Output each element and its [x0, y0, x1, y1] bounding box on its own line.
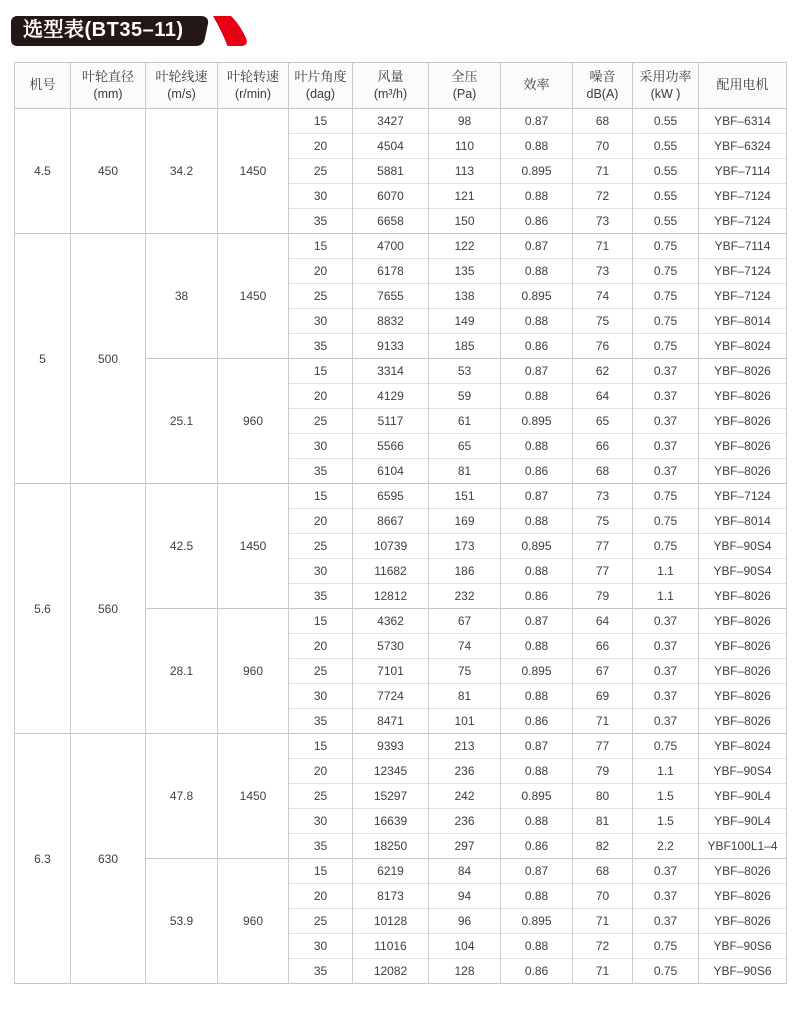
noise-cell: 79 [573, 584, 633, 609]
blade-angle-cell: 20 [289, 509, 353, 534]
total-pressure-cell: 59 [429, 384, 501, 409]
power-cell: 0.55 [633, 109, 699, 134]
noise-cell: 71 [573, 909, 633, 934]
air-volume-cell: 7724 [353, 684, 429, 709]
power-cell: 1.1 [633, 559, 699, 584]
efficiency-cell: 0.87 [501, 734, 573, 759]
efficiency-cell: 0.88 [501, 559, 573, 584]
air-volume-cell: 8832 [353, 309, 429, 334]
power-cell: 0.37 [633, 709, 699, 734]
noise-cell: 82 [573, 834, 633, 859]
air-volume-cell: 5881 [353, 159, 429, 184]
power-cell: 0.75 [633, 234, 699, 259]
col-header-9: 采用功率 (kW ) [633, 63, 699, 109]
noise-cell: 71 [573, 234, 633, 259]
motor-cell: YBF–8026 [699, 859, 787, 884]
air-volume-cell: 5117 [353, 409, 429, 434]
tip-speed-cell: 38 [146, 234, 218, 359]
blade-angle-cell: 25 [289, 909, 353, 934]
motor-cell: YBF–7114 [699, 234, 787, 259]
noise-cell: 68 [573, 859, 633, 884]
motor-cell: YBF–8026 [699, 384, 787, 409]
power-cell: 0.55 [633, 134, 699, 159]
air-volume-cell: 6595 [353, 484, 429, 509]
total-pressure-cell: 135 [429, 259, 501, 284]
total-pressure-cell: 53 [429, 359, 501, 384]
noise-cell: 71 [573, 959, 633, 984]
efficiency-cell: 0.88 [501, 759, 573, 784]
blade-angle-cell: 15 [289, 109, 353, 134]
efficiency-cell: 0.86 [501, 709, 573, 734]
motor-cell: YBF–8026 [699, 584, 787, 609]
impeller-diameter-cell: 500 [71, 234, 146, 484]
air-volume-cell: 7101 [353, 659, 429, 684]
efficiency-cell: 0.895 [501, 534, 573, 559]
air-volume-cell: 18250 [353, 834, 429, 859]
rpm-cell: 960 [218, 359, 289, 484]
efficiency-cell: 0.895 [501, 284, 573, 309]
total-pressure-cell: 65 [429, 434, 501, 459]
blade-angle-cell: 20 [289, 259, 353, 284]
total-pressure-cell: 186 [429, 559, 501, 584]
motor-cell: YBF–8026 [699, 709, 787, 734]
header-row [15, 63, 787, 109]
total-pressure-cell: 74 [429, 634, 501, 659]
efficiency-cell: 0.88 [501, 384, 573, 409]
power-cell: 0.55 [633, 159, 699, 184]
machine-no-cell: 5 [15, 234, 71, 484]
blade-angle-cell: 35 [289, 959, 353, 984]
efficiency-cell: 0.88 [501, 934, 573, 959]
noise-cell: 73 [573, 259, 633, 284]
motor-cell: YBF–90S6 [699, 959, 787, 984]
air-volume-cell: 8667 [353, 509, 429, 534]
motor-cell: YBF–8026 [699, 659, 787, 684]
total-pressure-cell: 232 [429, 584, 501, 609]
total-pressure-cell: 81 [429, 459, 501, 484]
tip-speed-cell: 42.5 [146, 484, 218, 609]
blade-angle-cell: 35 [289, 334, 353, 359]
blade-angle-cell: 25 [289, 284, 353, 309]
motor-cell: YBF–6314 [699, 109, 787, 134]
efficiency-cell: 0.88 [501, 884, 573, 909]
efficiency-cell: 0.87 [501, 359, 573, 384]
blade-angle-cell: 15 [289, 734, 353, 759]
motor-cell: YBF–8026 [699, 684, 787, 709]
rpm-cell: 1450 [218, 734, 289, 859]
efficiency-cell: 0.88 [501, 309, 573, 334]
power-cell: 0.75 [633, 334, 699, 359]
efficiency-cell: 0.88 [501, 434, 573, 459]
noise-cell: 71 [573, 159, 633, 184]
blade-angle-cell: 25 [289, 659, 353, 684]
tip-speed-cell: 28.1 [146, 609, 218, 734]
efficiency-cell: 0.88 [501, 134, 573, 159]
air-volume-cell: 6219 [353, 859, 429, 884]
red-swoosh-icon [213, 16, 247, 46]
power-cell: 0.75 [633, 309, 699, 334]
tip-speed-cell: 25.1 [146, 359, 218, 484]
total-pressure-cell: 242 [429, 784, 501, 809]
air-volume-cell: 12082 [353, 959, 429, 984]
air-volume-cell: 6178 [353, 259, 429, 284]
noise-cell: 70 [573, 884, 633, 909]
motor-cell: YBF–8026 [699, 909, 787, 934]
air-volume-cell: 3314 [353, 359, 429, 384]
title-banner [10, 15, 260, 47]
col-header-4: 叶片角度 (dag) [289, 63, 353, 109]
air-volume-cell: 4504 [353, 134, 429, 159]
blade-angle-cell: 35 [289, 459, 353, 484]
air-volume-cell: 11016 [353, 934, 429, 959]
noise-cell: 79 [573, 759, 633, 784]
efficiency-cell: 0.86 [501, 834, 573, 859]
blade-angle-cell: 20 [289, 759, 353, 784]
noise-cell: 75 [573, 309, 633, 334]
power-cell: 0.37 [633, 434, 699, 459]
noise-cell: 68 [573, 109, 633, 134]
motor-cell: YBF–7124 [699, 209, 787, 234]
efficiency-cell: 0.87 [501, 234, 573, 259]
air-volume-cell: 4129 [353, 384, 429, 409]
blade-angle-cell: 25 [289, 159, 353, 184]
blade-angle-cell: 35 [289, 584, 353, 609]
rpm-cell: 960 [218, 859, 289, 984]
power-cell: 0.37 [633, 634, 699, 659]
motor-cell: YBF–8026 [699, 884, 787, 909]
noise-cell: 81 [573, 809, 633, 834]
total-pressure-cell: 113 [429, 159, 501, 184]
col-header-1: 叶轮直径 (mm) [71, 63, 146, 109]
power-cell: 0.37 [633, 659, 699, 684]
noise-cell: 72 [573, 184, 633, 209]
motor-cell: YBF–7124 [699, 284, 787, 309]
motor-cell: YBF100L1–4 [699, 834, 787, 859]
efficiency-cell: 0.88 [501, 634, 573, 659]
efficiency-cell: 0.88 [501, 259, 573, 284]
motor-cell: YBF–7124 [699, 484, 787, 509]
blade-angle-cell: 25 [289, 534, 353, 559]
motor-cell: YBF–8024 [699, 334, 787, 359]
blade-angle-cell: 15 [289, 484, 353, 509]
motor-cell: YBF–8026 [699, 409, 787, 434]
motor-cell: YBF–6324 [699, 134, 787, 159]
blade-angle-cell: 25 [289, 409, 353, 434]
motor-cell: YBF–8026 [699, 609, 787, 634]
total-pressure-cell: 101 [429, 709, 501, 734]
blade-angle-cell: 30 [289, 684, 353, 709]
efficiency-cell: 0.895 [501, 159, 573, 184]
motor-cell: YBF–90S4 [699, 534, 787, 559]
total-pressure-cell: 96 [429, 909, 501, 934]
power-cell: 0.37 [633, 359, 699, 384]
tip-speed-cell: 53.9 [146, 859, 218, 984]
power-cell: 0.75 [633, 534, 699, 559]
table-row [15, 734, 787, 759]
motor-cell: YBF–90L4 [699, 809, 787, 834]
power-cell: 2.2 [633, 834, 699, 859]
efficiency-cell: 0.86 [501, 459, 573, 484]
motor-cell: YBF–8024 [699, 734, 787, 759]
motor-cell: YBF–90L4 [699, 784, 787, 809]
blade-angle-cell: 15 [289, 234, 353, 259]
selection-table [14, 62, 787, 984]
col-header-2: 叶轮线速 (m/s) [146, 63, 218, 109]
selection-table-container [14, 62, 786, 984]
motor-cell: YBF–90S4 [699, 759, 787, 784]
power-cell: 0.55 [633, 184, 699, 209]
table-row [15, 234, 787, 259]
noise-cell: 77 [573, 559, 633, 584]
power-cell: 0.37 [633, 684, 699, 709]
motor-cell: YBF–8026 [699, 434, 787, 459]
total-pressure-cell: 81 [429, 684, 501, 709]
air-volume-cell: 3427 [353, 109, 429, 134]
blade-angle-cell: 20 [289, 634, 353, 659]
blade-angle-cell: 35 [289, 834, 353, 859]
efficiency-cell: 0.895 [501, 784, 573, 809]
power-cell: 0.75 [633, 509, 699, 534]
blade-angle-cell: 20 [289, 134, 353, 159]
motor-cell: YBF–8014 [699, 309, 787, 334]
power-cell: 0.75 [633, 934, 699, 959]
noise-cell: 71 [573, 709, 633, 734]
table-row [15, 484, 787, 509]
blade-angle-cell: 30 [289, 184, 353, 209]
air-volume-cell: 6070 [353, 184, 429, 209]
efficiency-cell: 0.895 [501, 909, 573, 934]
col-header-3: 叶轮转速 (r/min) [218, 63, 289, 109]
blade-angle-cell: 15 [289, 359, 353, 384]
impeller-diameter-cell: 450 [71, 109, 146, 234]
power-cell: 1.5 [633, 809, 699, 834]
total-pressure-cell: 151 [429, 484, 501, 509]
total-pressure-cell: 128 [429, 959, 501, 984]
impeller-diameter-cell: 630 [71, 734, 146, 984]
motor-cell: YBF–8026 [699, 359, 787, 384]
motor-cell: YBF–8026 [699, 634, 787, 659]
efficiency-cell: 0.86 [501, 959, 573, 984]
air-volume-cell: 5566 [353, 434, 429, 459]
efficiency-cell: 0.895 [501, 409, 573, 434]
air-volume-cell: 4700 [353, 234, 429, 259]
efficiency-cell: 0.87 [501, 609, 573, 634]
total-pressure-cell: 149 [429, 309, 501, 334]
power-cell: 0.75 [633, 484, 699, 509]
efficiency-cell: 0.86 [501, 209, 573, 234]
power-cell: 0.55 [633, 209, 699, 234]
power-cell: 0.37 [633, 859, 699, 884]
total-pressure-cell: 173 [429, 534, 501, 559]
noise-cell: 73 [573, 484, 633, 509]
blade-angle-cell: 35 [289, 709, 353, 734]
tip-speed-cell: 47.8 [146, 734, 218, 859]
blade-angle-cell: 15 [289, 859, 353, 884]
noise-cell: 73 [573, 209, 633, 234]
total-pressure-cell: 110 [429, 134, 501, 159]
col-header-8: 噪音 dB(A) [573, 63, 633, 109]
power-cell: 0.75 [633, 284, 699, 309]
air-volume-cell: 4362 [353, 609, 429, 634]
motor-cell: YBF–7124 [699, 259, 787, 284]
blade-angle-cell: 30 [289, 809, 353, 834]
motor-cell: YBF–7114 [699, 159, 787, 184]
motor-cell: YBF–8014 [699, 509, 787, 534]
total-pressure-cell: 122 [429, 234, 501, 259]
total-pressure-cell: 98 [429, 109, 501, 134]
noise-cell: 66 [573, 634, 633, 659]
air-volume-cell: 10739 [353, 534, 429, 559]
total-pressure-cell: 213 [429, 734, 501, 759]
motor-cell: YBF–7124 [699, 184, 787, 209]
efficiency-cell: 0.88 [501, 809, 573, 834]
efficiency-cell: 0.88 [501, 509, 573, 534]
efficiency-cell: 0.88 [501, 184, 573, 209]
noise-cell: 65 [573, 409, 633, 434]
motor-cell: YBF–8026 [699, 459, 787, 484]
efficiency-cell: 0.88 [501, 684, 573, 709]
noise-cell: 64 [573, 384, 633, 409]
air-volume-cell: 9133 [353, 334, 429, 359]
tip-speed-cell: 34.2 [146, 109, 218, 234]
efficiency-cell: 0.87 [501, 109, 573, 134]
impeller-diameter-cell: 560 [71, 484, 146, 734]
total-pressure-cell: 121 [429, 184, 501, 209]
motor-cell: YBF–90S4 [699, 559, 787, 584]
noise-cell: 77 [573, 734, 633, 759]
blade-angle-cell: 15 [289, 609, 353, 634]
noise-cell: 69 [573, 684, 633, 709]
air-volume-cell: 5730 [353, 634, 429, 659]
total-pressure-cell: 94 [429, 884, 501, 909]
air-volume-cell: 11682 [353, 559, 429, 584]
air-volume-cell: 15297 [353, 784, 429, 809]
col-header-5: 风量 (m³/h) [353, 63, 429, 109]
noise-cell: 74 [573, 284, 633, 309]
air-volume-cell: 9393 [353, 734, 429, 759]
blade-angle-cell: 35 [289, 209, 353, 234]
blade-angle-cell: 30 [289, 434, 353, 459]
noise-cell: 67 [573, 659, 633, 684]
efficiency-cell: 0.86 [501, 584, 573, 609]
power-cell: 0.37 [633, 459, 699, 484]
rpm-cell: 1450 [218, 234, 289, 359]
power-cell: 0.37 [633, 409, 699, 434]
total-pressure-cell: 104 [429, 934, 501, 959]
col-header-0: 机号 [15, 63, 71, 109]
power-cell: 0.75 [633, 259, 699, 284]
machine-no-cell: 6.3 [15, 734, 71, 984]
rpm-cell: 1450 [218, 484, 289, 609]
blade-angle-cell: 25 [289, 784, 353, 809]
total-pressure-cell: 75 [429, 659, 501, 684]
blade-angle-cell: 20 [289, 384, 353, 409]
air-volume-cell: 8471 [353, 709, 429, 734]
efficiency-cell: 0.895 [501, 659, 573, 684]
total-pressure-cell: 67 [429, 609, 501, 634]
page-title: 选型表(BT35–11) [23, 19, 184, 41]
blade-angle-cell: 20 [289, 884, 353, 909]
noise-cell: 75 [573, 509, 633, 534]
efficiency-cell: 0.87 [501, 859, 573, 884]
air-volume-cell: 8173 [353, 884, 429, 909]
col-header-6: 全压 (Pa) [429, 63, 501, 109]
machine-no-cell: 5.6 [15, 484, 71, 734]
power-cell: 0.37 [633, 884, 699, 909]
total-pressure-cell: 236 [429, 809, 501, 834]
power-cell: 1.5 [633, 784, 699, 809]
air-volume-cell: 6104 [353, 459, 429, 484]
air-volume-cell: 6658 [353, 209, 429, 234]
noise-cell: 76 [573, 334, 633, 359]
blade-angle-cell: 30 [289, 559, 353, 584]
power-cell: 1.1 [633, 759, 699, 784]
total-pressure-cell: 236 [429, 759, 501, 784]
total-pressure-cell: 297 [429, 834, 501, 859]
noise-cell: 70 [573, 134, 633, 159]
total-pressure-cell: 84 [429, 859, 501, 884]
machine-no-cell: 4.5 [15, 109, 71, 234]
noise-cell: 77 [573, 534, 633, 559]
rpm-cell: 1450 [218, 109, 289, 234]
power-cell: 0.75 [633, 734, 699, 759]
blade-angle-cell: 30 [289, 309, 353, 334]
air-volume-cell: 10128 [353, 909, 429, 934]
col-header-7: 效率 [501, 63, 573, 109]
air-volume-cell: 12812 [353, 584, 429, 609]
noise-cell: 72 [573, 934, 633, 959]
noise-cell: 68 [573, 459, 633, 484]
noise-cell: 80 [573, 784, 633, 809]
table-row [15, 109, 787, 134]
power-cell: 1.1 [633, 584, 699, 609]
power-cell: 0.37 [633, 909, 699, 934]
efficiency-cell: 0.87 [501, 484, 573, 509]
noise-cell: 66 [573, 434, 633, 459]
col-header-10: 配用电机 [699, 63, 787, 109]
air-volume-cell: 7655 [353, 284, 429, 309]
total-pressure-cell: 169 [429, 509, 501, 534]
motor-cell: YBF–90S6 [699, 934, 787, 959]
power-cell: 0.75 [633, 959, 699, 984]
air-volume-cell: 16639 [353, 809, 429, 834]
power-cell: 0.37 [633, 609, 699, 634]
total-pressure-cell: 61 [429, 409, 501, 434]
blade-angle-cell: 30 [289, 934, 353, 959]
efficiency-cell: 0.86 [501, 334, 573, 359]
air-volume-cell: 12345 [353, 759, 429, 784]
power-cell: 0.37 [633, 384, 699, 409]
noise-cell: 62 [573, 359, 633, 384]
total-pressure-cell: 150 [429, 209, 501, 234]
noise-cell: 64 [573, 609, 633, 634]
total-pressure-cell: 138 [429, 284, 501, 309]
rpm-cell: 960 [218, 609, 289, 734]
total-pressure-cell: 185 [429, 334, 501, 359]
